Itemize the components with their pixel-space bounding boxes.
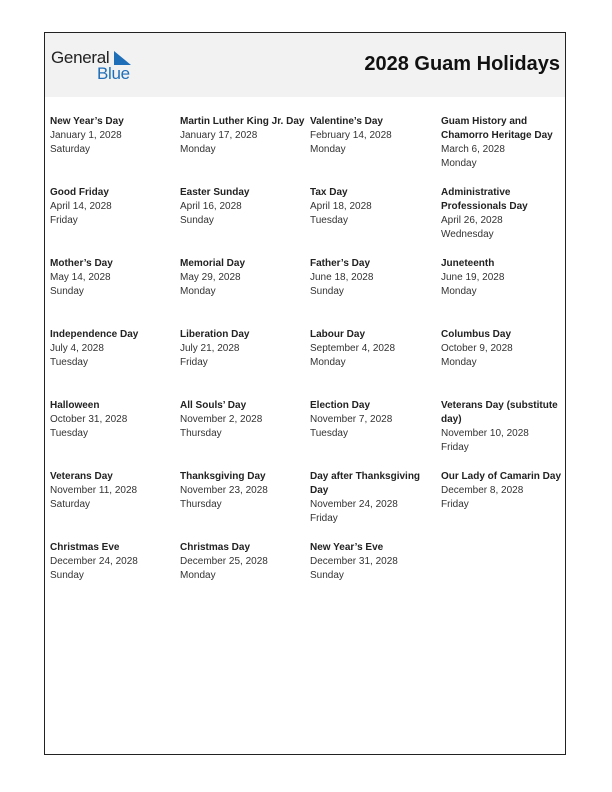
- holiday-day: Saturday: [50, 144, 91, 155]
- holiday-name: Halloween: [50, 400, 100, 411]
- holiday-day: Monday: [441, 357, 477, 368]
- holiday-entry: [50, 541, 180, 612]
- holiday-entry: [180, 470, 310, 541]
- holiday-day: Sunday: [310, 570, 344, 581]
- holiday-date: December 31, 2028: [310, 556, 398, 567]
- holiday-date: July 4, 2028: [50, 343, 104, 354]
- logo-general-text: General: [51, 48, 110, 67]
- holiday-date: April 14, 2028: [50, 201, 112, 212]
- holiday-entry: [441, 257, 570, 328]
- holiday-name: Good Friday: [50, 187, 109, 198]
- holiday-entry: [310, 115, 441, 186]
- holiday-day: Thursday: [180, 428, 222, 439]
- holiday-grid: [50, 115, 570, 612]
- holiday-entry: [310, 328, 441, 399]
- holiday-entry: [180, 328, 310, 399]
- holiday-date: June 18, 2028: [310, 272, 374, 283]
- holiday-name: Guam History and Chamorro Heritage Day: [441, 116, 553, 141]
- holiday-name: Juneteenth: [441, 258, 495, 269]
- holiday-date: November 11, 2028: [50, 485, 138, 496]
- holiday-date: November 23, 2028: [180, 485, 268, 496]
- holiday-day: Saturday: [50, 499, 91, 510]
- holiday-day: Friday: [180, 357, 208, 368]
- holiday-name: Election Day: [310, 400, 371, 411]
- holiday-day: Sunday: [310, 286, 344, 297]
- holiday-date: November 24, 2028: [310, 499, 398, 510]
- holiday-date: April 26, 2028: [441, 215, 503, 226]
- holiday-entry: [50, 399, 180, 470]
- holiday-entry: [180, 115, 310, 186]
- holiday-entry: [310, 541, 441, 612]
- holiday-name: Christmas Eve: [50, 542, 120, 553]
- holiday-entry: [50, 470, 180, 541]
- holiday-name: Easter Sunday: [180, 187, 250, 198]
- holiday-date: March 6, 2028: [441, 144, 505, 155]
- holiday-entry: [180, 186, 310, 257]
- holiday-day: Tuesday: [50, 428, 88, 439]
- holiday-date: September 4, 2028: [310, 343, 396, 354]
- holiday-name: Christmas Day: [180, 542, 251, 553]
- holiday-date: February 14, 2028: [310, 130, 392, 141]
- holiday-entry: [441, 470, 570, 541]
- holiday-date: January 1, 2028: [50, 130, 122, 141]
- holiday-date: July 21, 2028: [180, 343, 240, 354]
- holiday-day: Monday: [310, 144, 346, 155]
- holiday-name: Veterans Day (substitute day): [441, 400, 558, 425]
- holiday-name: Thanksgiving Day: [180, 471, 266, 482]
- holiday-date: January 17, 2028: [180, 130, 258, 141]
- holiday-day: Monday: [441, 158, 477, 169]
- holiday-entry: [310, 399, 441, 470]
- holiday-day: Friday: [310, 513, 338, 524]
- holiday-name: New Year’s Eve: [310, 542, 384, 553]
- holiday-date: December 8, 2028: [441, 485, 524, 496]
- holiday-date: April 16, 2028: [180, 201, 242, 212]
- logo-blue-text: Blue: [97, 64, 130, 83]
- holiday-entry: [50, 115, 180, 186]
- holiday-date: October 31, 2028: [50, 414, 128, 425]
- holiday-entry: [50, 328, 180, 399]
- holiday-day: Tuesday: [50, 357, 88, 368]
- holiday-date: April 18, 2028: [310, 201, 372, 212]
- holiday-date: May 29, 2028: [180, 272, 241, 283]
- holiday-name: New Year’s Day: [50, 116, 124, 127]
- holiday-name: Veterans Day: [50, 471, 113, 482]
- holiday-name: Martin Luther King Jr. Day: [180, 116, 305, 127]
- holiday-date: October 9, 2028: [441, 343, 513, 354]
- holiday-name: Mother’s Day: [50, 258, 113, 269]
- holiday-date: June 19, 2028: [441, 272, 505, 283]
- holiday-name: Liberation Day: [180, 329, 250, 340]
- page-frame: [44, 32, 566, 755]
- holiday-entry: [50, 186, 180, 257]
- holiday-day: Monday: [441, 286, 477, 297]
- holiday-day: Monday: [180, 286, 216, 297]
- holiday-entry: [310, 470, 441, 541]
- holiday-name: Labour Day: [310, 329, 366, 340]
- holiday-entry: [310, 186, 441, 257]
- holiday-entry: [50, 257, 180, 328]
- holiday-name: Our Lady of Camarin Day: [441, 471, 562, 482]
- holiday-day: Tuesday: [310, 428, 348, 439]
- holiday-day: Sunday: [50, 286, 84, 297]
- holiday-date: November 2, 2028: [180, 414, 263, 425]
- holiday-date: November 7, 2028: [310, 414, 393, 425]
- holiday-day: Sunday: [180, 215, 214, 226]
- header-band: [45, 33, 565, 97]
- holiday-date: December 24, 2028: [50, 556, 138, 567]
- holiday-day: Thursday: [180, 499, 222, 510]
- holiday-day: Monday: [180, 144, 216, 155]
- holiday-name: Tax Day: [310, 187, 348, 198]
- holiday-day: Monday: [310, 357, 346, 368]
- holiday-day: Monday: [180, 570, 216, 581]
- holiday-name: Administrative Professionals Day: [441, 187, 528, 212]
- holiday-entry: [180, 541, 310, 612]
- holiday-name: Memorial Day: [180, 258, 246, 269]
- holiday-day: Tuesday: [310, 215, 348, 226]
- holiday-name: Day after Thanksgiving Day: [310, 471, 421, 496]
- holiday-entry: [310, 257, 441, 328]
- holiday-entry: [441, 186, 570, 257]
- holiday-name: All Souls’ Day: [180, 400, 247, 411]
- holiday-entry: [441, 328, 570, 399]
- holiday-name: Columbus Day: [441, 329, 512, 340]
- holiday-day: Sunday: [50, 570, 84, 581]
- holiday-name: Independence Day: [50, 329, 139, 340]
- holiday-day: Friday: [441, 442, 469, 453]
- holiday-entry: [441, 115, 570, 186]
- logo-triangle-icon: [114, 51, 131, 65]
- holiday-day: Friday: [441, 499, 469, 510]
- holiday-day: Friday: [50, 215, 78, 226]
- holiday-date: May 14, 2028: [50, 272, 111, 283]
- holiday-date: November 10, 2028: [441, 428, 529, 439]
- holiday-entry: [180, 257, 310, 328]
- holiday-entry: [441, 399, 570, 470]
- holiday-entry: [180, 399, 310, 470]
- holiday-name: Valentine’s Day: [310, 116, 383, 127]
- page-title: 2028 Guam Holidays: [364, 53, 560, 75]
- holiday-name: Father’s Day: [310, 258, 371, 269]
- generalblue-logo: [51, 48, 141, 84]
- holiday-date: December 25, 2028: [180, 556, 268, 567]
- holiday-day: Wednesday: [441, 229, 494, 240]
